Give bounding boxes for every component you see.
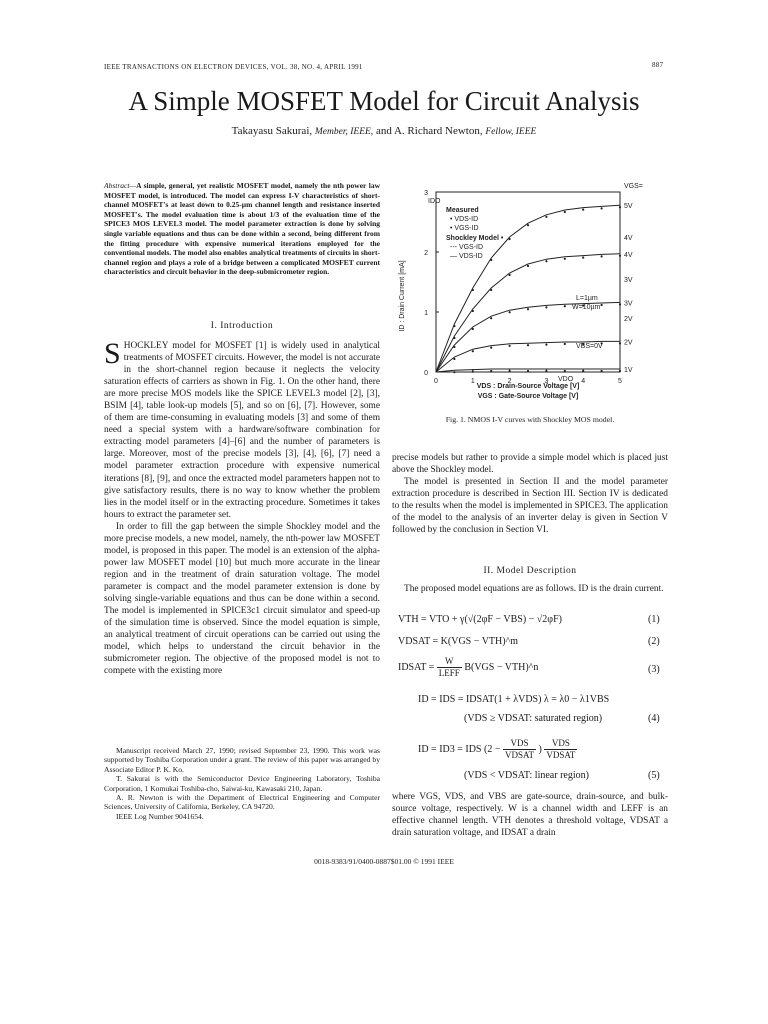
page-number: 887 [652,61,664,69]
section-heading: II. Model Description [483,566,577,576]
footnote: A. R. Newton is with the Department of Electrical Engineering and Computer Sciences, University of California, Berkeley, CA 94720. [104,793,380,812]
author-conjunction: and [375,125,392,137]
data-point [582,257,584,259]
data-point [509,311,511,313]
data-point [509,274,511,276]
data-point [472,289,474,291]
series-label: 5V [624,203,633,211]
data-point [472,350,474,352]
x-axis-label: VGS : Gate-Source Voltage [V] [477,393,579,400]
eq5-paren: ) [538,743,542,755]
eq5-fraction [544,738,577,761]
abstract [104,181,380,277]
equation-number: (2) [648,636,660,647]
body-paragraph: precise models but rather to provide a simple model which is placed just above the Shockley model. [392,453,668,476]
abstract-label: Abstract— [104,181,137,190]
intro-body [104,337,380,677]
data-point [582,209,584,211]
paper-title: A Simple MOSFET Model for Circuit Analysis [128,86,640,116]
eq5-numerator: VDS [544,738,577,750]
x-tick-label: 3 [544,378,549,385]
series-label: 3V [624,300,633,308]
author-role: Fellow, IEEE [485,127,537,137]
x-tick-label: 1 [470,378,475,385]
equation-number: (1) [648,614,660,625]
x-tick-label: 2 [507,378,512,385]
data-point [490,370,492,372]
data-point [453,346,455,348]
y-tick-label: 0 [424,370,428,377]
data-point [509,238,511,240]
author-line [0,125,768,137]
data-point [453,325,455,327]
copyright-line: 0018-9383/91/0400-0887$01.00 © 1991 IEEE [314,857,454,866]
data-point [564,258,566,260]
y-tick-label: 3 [424,190,428,197]
data-point [472,310,474,312]
equation-number: (5) [648,770,660,781]
eq5-numerator: VDS [503,738,536,750]
data-point [453,371,455,373]
equation-5-condition: (VDS < VDSAT: linear region) [464,770,589,781]
x-tick-label: 0 [434,378,438,385]
data-point [601,304,603,306]
vdo-tick: VDO [558,376,574,383]
series-label: 4V [624,251,633,259]
legend-shockley: Shockley Model • [446,235,504,242]
data-point [619,255,621,257]
footnote: T. Sakurai is with the Semiconductor Device Engineering Laboratory, Toshiba Corporation, 1 Komukai Toshiba-cho, Saiwai-ku, Kawasaki 210, Japan. [104,774,380,793]
series-line [436,254,620,372]
model-label: 2V [624,316,633,323]
footnote: IEEE Log Number 9041654. [116,811,204,821]
body-paragraph: where VGS, VDS, and VBS are gate-source, drain-source, and bulk-source voltage, respectively. W is a channel width and LEFF is an effective channel length. VTH denotes a threshold voltage, VDSAT a drain saturation voltage, and IDSAT a drain [392,792,668,839]
y-axis-label: ID : Drain Current [mA] [399,260,406,332]
legend-measured: Measured [446,207,479,214]
figure-caption: Fig. 1. NMOS I-V curves with Shockley MOS model. [445,415,615,424]
model-label: 3V [624,277,633,284]
eq5-lhs: ID = ID3 = IDS (2 − [418,743,501,755]
series-label: 2V [624,339,633,347]
vgs-label: VGS= [624,183,643,190]
equation-4: ID = IDS = IDSAT(1 + λVDS) λ = λ0 − λ1VBS [418,694,610,705]
legend-item: — VDS-ID [450,253,483,260]
data-point [545,344,547,346]
ido-label: IDO [428,198,441,205]
data-point [509,345,511,347]
y-tick-label: 1 [424,310,428,317]
equation-5 [418,738,577,761]
eq3-numerator: W [437,656,462,668]
eq5-denominator: VDSAT [504,750,534,760]
data-point [490,317,492,319]
device-width: W=10µm [572,304,601,311]
data-point [619,303,621,305]
equation-3 [398,656,538,679]
series-line [436,302,620,372]
author-name: A. Richard Newton, [393,125,483,137]
vbs-label: VBS=0V [576,343,603,350]
data-point [545,216,547,218]
legend-item: • VDS-ID [450,216,479,223]
x-axis-label: VDS : Drain-Source Voltage [V] [476,383,580,390]
drop-cap: S [104,337,121,370]
data-point [545,306,547,308]
section-intro: The proposed model equations are as follows. ID is the drain current. [404,584,664,594]
series-label: 1V [624,367,633,374]
data-point [490,347,492,349]
y-tick-label: 2 [424,250,428,257]
data-point [564,370,566,372]
x-tick-label: 4 [581,378,586,385]
data-point [619,206,621,208]
eq3-denominator: LEFF [438,668,460,678]
author-name: Takayasu Sakurai, [231,125,313,137]
device-length: L=1µm [576,295,598,302]
eq5-fraction [503,738,536,761]
equation-1: VTH = VTO + γ(√(2φF − VBS) − √2φF) [398,614,562,625]
data-point [601,207,603,209]
intro-paragraph: HOCKLEY model for MOSFET [1] is widely used in analytical treatments of MOSFET circuits. However, the model is not accurate in the short-channel region because it neglects the velocity saturation effects of carriers as shown in Fig. 1. On the other hand, there are more precise MOS models like the SPICE LEVEL3 model [2], [3], BSIM [4], table look-up models [5], and so on [6], [7]. However, some of them are time-consuming in evaluating models [3] and some of them need a special system with a hardware/software combination for extracting model parameters [4]–[6] and the number of parameters is large. Moreover, most of the precise models [3], [4], [6], [7] need a model parameter extraction procedure with expensive numerical iterations [8], [9], and once the extracted model parameters happen not to give satisfactory results, there is no way to know whether the problem lies in the model itself or in the extracting procedure. Sometimes it takes hours to extract the parameter set. [104,341,380,520]
equation-number: (3) [648,664,660,675]
equation-2: VDSAT = K(VGS − VTH)^m [398,636,519,647]
figure-1-chart [392,176,668,404]
data-point [564,343,566,345]
data-point [619,342,621,344]
data-point [527,370,529,372]
equation-4-condition: (VDS ≥ VDSAT: saturated region) [464,713,603,724]
right-column-body [392,452,668,536]
equation-number: (4) [648,713,660,724]
intro-paragraph: In order to fill the gap between the simple Shockley model and the more precise models, a new model, namely, the nth-power law MOSFET model, is proposed in this paper. The model is an extension of the alpha-power law MOSFET model [10] but much more accurate in the linear region and in the treatment of drain saturation voltage. The model parameter is compact and the model parameter extension is done by solving single-variable equations and thus can be done within a second. The model is implemented in SPICE3c1 circuit simulator and speed-up of the simulation time is observed. Since the model equation is simple, an analytical treatment of circuit operations can be carried out using the model, which helps to understand the circuit behavior in the submicrometer region. The objective of the proposed model is not to compete with the existing more [104,521,380,677]
model-label: 4V [624,235,633,242]
data-point [453,358,455,360]
footnote: Manuscript received March 27, 1990; revised September 23, 1990. This work was supported by Toshiba Corporation under a grant. The review of this paper was arranged by Associate Editor P. K. Ko. [104,746,380,774]
body-paragraph: The model is presented in Section II and the model parameter extraction procedure is described in Section III. Section IV is dedicated to the results when the model is implemented in SPICE3. The application of the model to the analysis of an inverter delay is given in Section V followed by the conclusion in Section VI. [392,477,668,536]
legend-item: • VGS-ID [450,225,479,232]
data-point [527,224,529,226]
data-point [490,259,492,261]
data-point [490,289,492,291]
data-point [564,211,566,213]
data-point [527,344,529,346]
author-role: Member, IEEE, [314,127,374,137]
eq5-denominator: VDSAT [546,750,576,760]
data-point [601,370,603,372]
eq3-rhs: B(VGS − VTH)^n [464,661,539,673]
abstract-text: A simple, general, yet realistic MOSFET model, namely the nth power law MOSFET model, is introduced. The model can express I-V characteristics of short-channel MOSFET's at least down to 0.25-µm channel length and resistance inserted MOSFET's. The model evaluation time is about 1/3 of the evaluation time of the SPICE3 MOS LEVEL3 model. The model parameter extraction is done by solving single variable equations and thus can be done within a second, being different from the fitting procedure with expensive numerical iterations employed for the conventional models. The model also enables analytical treatments of circuits in short-channel region and plays a role of a bridge between a complicated MOSFET current characteristics and circuit behavior in the deep-submicrometer region. [104,181,380,277]
data-point [545,260,547,262]
journal-header: IEEE TRANSACTIONS ON ELECTRON DEVICES, VOL. 38, NO. 4, APRIL 1991 [104,63,363,71]
data-point [527,308,529,310]
section-heading: I. Introduction [210,321,274,331]
data-point [527,265,529,267]
data-point [564,305,566,307]
x-tick-label: 5 [618,378,622,385]
footnotes [104,746,380,821]
data-point [453,337,455,339]
legend-item: --- VGS-ID [450,244,484,251]
eq3-lhs: IDSAT = [398,661,435,673]
eq3-fraction [437,656,462,679]
data-point [601,255,603,257]
data-point [472,328,474,330]
